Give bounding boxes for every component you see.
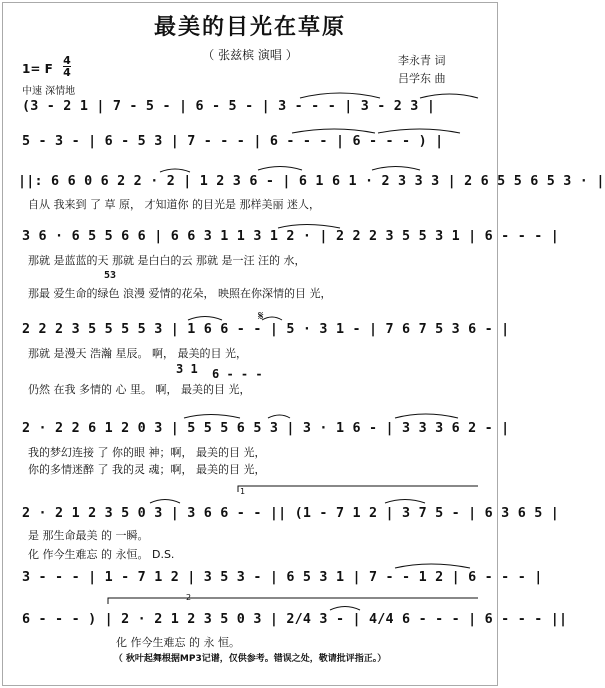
score-row-1: (3 - 2 1 | 7 - 5 - | 6 - 5 - | 3 - - - | 3 - 2 3 | <box>22 99 436 114</box>
slur-row2b <box>378 129 460 133</box>
lyric-row-3: 那最 爱生命的绿色 浪漫 爱情的花朵， 映照在你深情的目 光， <box>28 287 332 300</box>
score-row-6: 2 · 2 2 6 1 2 0 3 | 5 5 5 6 5 3 | 3 · 1 6 - | 3 3 3 6 2 - | <box>22 421 510 436</box>
key-signature: 1= F <box>22 62 53 76</box>
lyric-row-7: 你的多情迷醉 了 我的灵 魂；啊， 最美的目 光， <box>28 463 266 476</box>
small-note-6: 6 - - - <box>212 367 263 381</box>
lyric-row-8: 是 那生命最美 的 一瞬。 <box>28 529 149 542</box>
lyric-row-1: 自从 我来到 了 草 原， 才知道你 的目光是 那样美丽 迷人， <box>28 198 320 211</box>
score-row-9: 6 - - - ) | 2 · 2 1 2 3 5 0 3 | 2/4 3 - | 4/4 6 - - - | 6 - - - || <box>22 612 568 627</box>
lyric-row-5: 仍然 在我 多情的 心 里。 啊， 最美的目 光， <box>28 383 251 396</box>
slur-row5b <box>262 317 282 320</box>
small-note-53: 53 <box>104 270 117 281</box>
svg-text:2: 2 <box>186 593 192 602</box>
score-row-8: 3 - - - | 1 - 7 1 2 | 3 5 3 - | 6 5 3 1 | 7 - - 1 2 | 6 - - - | <box>22 570 543 585</box>
score-row-2: 5 - 3 - | 6 - 5 3 | 7 - - - | 6 - - - | 6 - - - ) | <box>22 134 444 149</box>
lyricist-credit: 李永青 词 <box>398 54 446 67</box>
volta-bracket-2 <box>108 598 478 604</box>
lyric-row-9: 化 作今生难忘 的 永恒。 D.S. <box>28 548 175 561</box>
score-row-4: 3 6 · 6 5 5 6 6 | 6 6 3 1 1 3 1 2 · | 2 2 2 3 5 5 3 1 | 6 - - - | <box>22 229 560 244</box>
lyric-row-4: 那就 是漫天 浩瀚 星辰。 啊， 最美的目 光， <box>28 347 247 360</box>
svg-text:𝄋: 𝄋 <box>258 309 264 324</box>
slur-row6 <box>184 415 240 419</box>
slur-row3b <box>258 167 302 171</box>
lyric-row-6: 我的梦幻连接 了 你的眼 神；啊， 最美的目 光， <box>28 446 266 459</box>
slur-row3c <box>372 167 420 171</box>
song-title: 最美的目光在草原 <box>153 15 346 40</box>
slur-row7b <box>385 500 425 504</box>
slur-row8 <box>395 564 470 568</box>
singer-subtitle: （ 张兹槟 演唱 ） <box>202 48 298 62</box>
tempo-marking: 中速 深情地 <box>22 86 76 97</box>
score-row-5: 2 2 2 3 5 5 5 5 3 | 1 6 6 - - | 5 · 3 1 - | 7 6 7 5 3 6 - | <box>22 322 510 337</box>
slur-row3 <box>160 169 190 172</box>
composer-credit: 吕学东 曲 <box>398 72 446 85</box>
transcription-footer: （ 秋叶起舞根据MP3记谱，仅供参考。错误之处，敬请批评指正。） <box>113 654 387 664</box>
score-row-7: 2 · 2 1 2 3 5 0 3 | 3 6 6 - - || (1 - 7 1 2 | 3 7 5 - | 6 3 6 5 | <box>22 506 560 521</box>
lyric-row-10: 化 作今生难忘 的 永 恒。 <box>116 636 240 649</box>
svg-text:1: 1 <box>240 487 246 496</box>
volta-bracket-1 <box>238 486 478 492</box>
slur-row7 <box>150 500 180 504</box>
slur-row1 <box>300 93 380 98</box>
slur-row9 <box>330 607 360 611</box>
slur-row2 <box>292 129 375 133</box>
time-signature-bottom: 4 <box>63 66 71 79</box>
slur-row4 <box>278 225 340 229</box>
slur-row1b <box>420 94 478 98</box>
time-signature-top: 4 <box>63 54 71 67</box>
slur-row6b <box>268 415 290 418</box>
small-note-31: 3 1 <box>176 362 198 376</box>
score-row-3: ||: 6 6 0 6 2 2 · 2 | 1 2 3 6 - | 6 1 6 1 · 2 3 3 3 | 2 6 5 5 6 5 3 · | <box>18 174 605 189</box>
slur-row6c <box>395 414 458 418</box>
lyric-row-2: 那就 是蓝蓝的天 那就 是白白的云 那就 是一汪 汪的 水， <box>28 254 306 267</box>
slur-row5 <box>188 317 222 321</box>
